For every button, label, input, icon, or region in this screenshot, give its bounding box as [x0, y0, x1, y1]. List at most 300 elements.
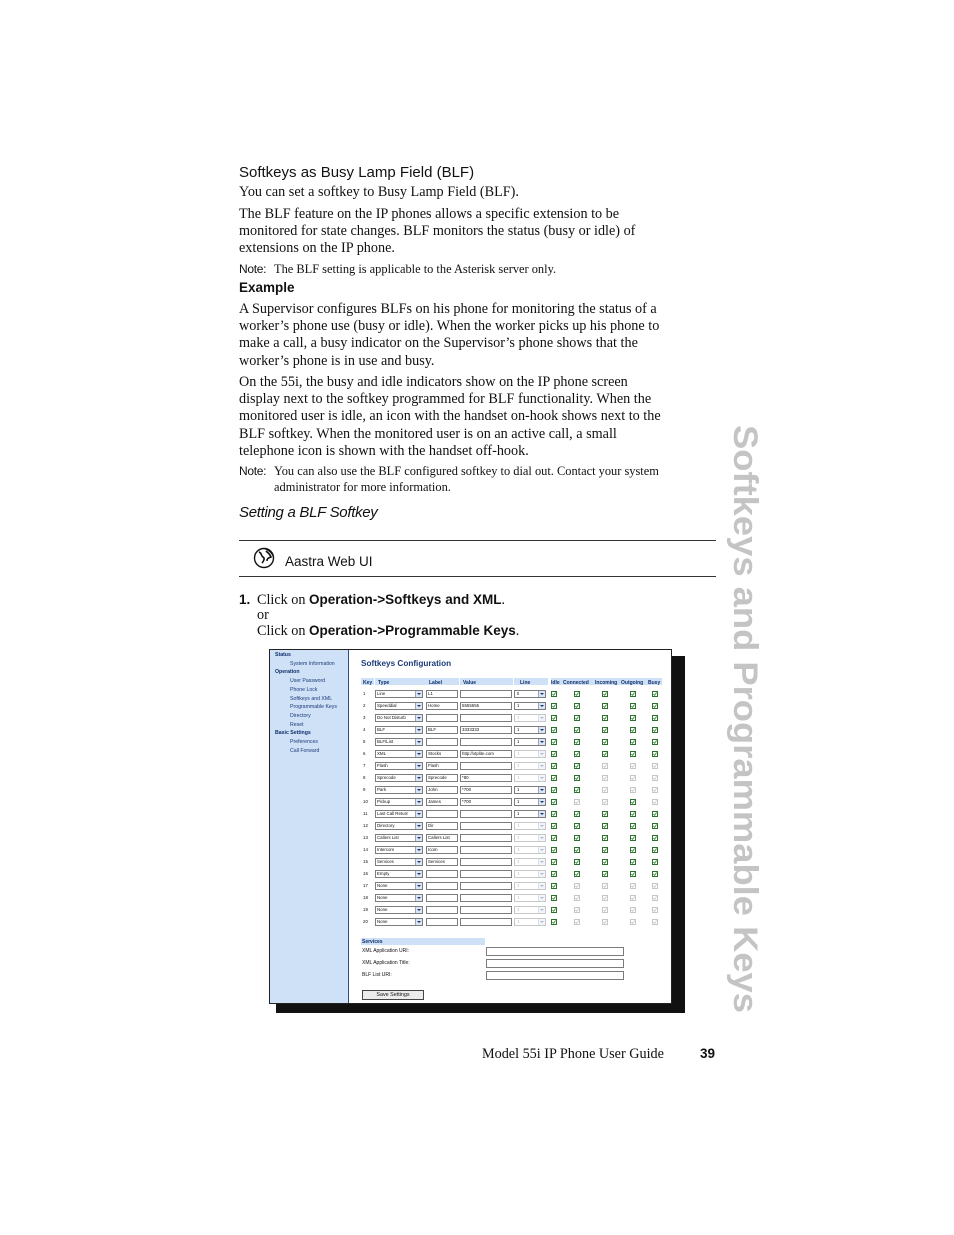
label-field[interactable]	[426, 738, 458, 746]
text-line: On the 55i, the busy and idle indicators show on the IP phone screen	[239, 374, 628, 390]
state-checkbox[interactable]	[652, 907, 658, 913]
type-select[interactable]	[375, 690, 423, 698]
state-checkbox[interactable]	[574, 823, 580, 829]
label-field[interactable]	[426, 690, 458, 698]
select-value: None	[377, 919, 388, 924]
state-checkbox[interactable]	[652, 727, 658, 733]
label-field[interactable]	[426, 714, 458, 722]
line-select[interactable]	[514, 738, 546, 746]
text-line: telephone icon is shown with the handset off-hook.	[239, 442, 529, 459]
chevron-down-icon	[415, 835, 422, 841]
state-checkbox[interactable]	[652, 763, 658, 769]
field-value: Icom	[428, 847, 438, 852]
text-line: BLF softkey. When the monitored user is on an active call, a small	[239, 425, 617, 442]
select-value: 1	[517, 907, 520, 912]
type-select[interactable]	[375, 774, 423, 782]
line-select[interactable]	[514, 906, 546, 914]
state-checkbox[interactable]	[574, 895, 580, 901]
line-select[interactable]	[514, 714, 546, 722]
state-checkbox[interactable]	[602, 859, 608, 865]
row-key: 17	[363, 883, 368, 888]
state-checkbox[interactable]	[630, 847, 636, 853]
services-field-label: BLF List URI:	[362, 972, 392, 978]
nav-link[interactable]: Preferences	[290, 739, 318, 745]
type-select[interactable]	[375, 762, 423, 770]
chevron-down-icon	[538, 859, 545, 865]
field-value: Stocks	[428, 751, 442, 756]
state-checkbox[interactable]	[574, 871, 580, 877]
text-line: You can also use the BLF configured softkey to dial out. Contact your system	[274, 464, 659, 478]
select-value: Park	[377, 787, 387, 792]
nav-link[interactable]: System Information	[290, 660, 335, 667]
chevron-down-icon	[415, 799, 422, 805]
column-header: Connected	[563, 680, 589, 686]
chevron-down-icon	[538, 895, 545, 901]
type-select[interactable]	[375, 750, 423, 758]
line-select[interactable]	[514, 726, 546, 734]
nav-link[interactable]: Reset	[290, 721, 304, 728]
state-checkbox[interactable]	[602, 919, 608, 925]
line-select[interactable]	[514, 750, 546, 758]
value-field[interactable]	[460, 882, 512, 890]
row-key: 19	[363, 907, 368, 912]
services-field-label: XML Application URI:	[362, 948, 410, 954]
type-select[interactable]	[375, 834, 423, 842]
row-key: 6	[363, 751, 366, 756]
type-select[interactable]	[375, 918, 423, 926]
type-select[interactable]	[375, 786, 423, 794]
state-checkbox[interactable]	[551, 823, 557, 829]
row-key: 15	[363, 859, 368, 864]
line-select[interactable]	[514, 786, 546, 794]
state-checkbox[interactable]	[551, 835, 557, 841]
label-field[interactable]	[426, 762, 458, 770]
chevron-down-icon	[538, 691, 545, 697]
column-header: Idle	[551, 680, 560, 686]
state-checkbox[interactable]	[551, 895, 557, 901]
state-checkbox[interactable]	[652, 835, 658, 841]
chevron-down-icon	[415, 811, 422, 817]
row-key: 5	[363, 739, 366, 744]
row-key: 14	[363, 847, 368, 852]
softkeys-config-title: Softkeys Configuration	[361, 659, 452, 668]
state-checkbox[interactable]	[652, 847, 658, 853]
state-checkbox[interactable]	[630, 775, 636, 781]
select-value: None	[377, 883, 388, 888]
state-checkbox[interactable]	[602, 835, 608, 841]
text-line: worker’s phone is in use and busy.	[239, 352, 435, 369]
state-checkbox[interactable]	[574, 835, 580, 841]
chevron-down-icon	[415, 715, 422, 721]
value-field[interactable]	[460, 738, 512, 746]
line-select[interactable]	[514, 762, 546, 770]
label-field[interactable]	[426, 846, 458, 854]
label-field[interactable]	[426, 858, 458, 866]
state-checkbox[interactable]	[602, 847, 608, 853]
row-key: 1	[363, 691, 366, 696]
state-checkbox[interactable]	[630, 799, 636, 805]
state-checkbox[interactable]	[551, 811, 557, 817]
type-select[interactable]	[375, 798, 423, 806]
row-key: 10	[363, 799, 368, 804]
nav-section: Status	[275, 652, 291, 658]
state-checkbox[interactable]	[652, 751, 658, 757]
web-ui-label: Aastra Web UI	[285, 554, 373, 569]
step-instruction-1: Click on Operation->Softkeys and XML.	[257, 592, 505, 608]
value-field[interactable]	[460, 894, 512, 902]
line-select[interactable]	[514, 834, 546, 842]
select-value: None	[377, 895, 388, 900]
chevron-down-icon	[415, 727, 422, 733]
state-checkbox[interactable]	[551, 799, 557, 805]
type-select[interactable]	[375, 822, 423, 830]
value-field[interactable]	[460, 798, 512, 806]
services-field-input[interactable]	[486, 959, 624, 968]
value-field[interactable]	[460, 918, 512, 926]
chevron-down-icon	[538, 715, 545, 721]
type-select[interactable]	[375, 882, 423, 890]
state-checkbox[interactable]	[574, 919, 580, 925]
label-field[interactable]	[426, 810, 458, 818]
state-checkbox[interactable]	[551, 907, 557, 913]
state-checkbox[interactable]	[602, 703, 608, 709]
state-checkbox[interactable]	[574, 859, 580, 865]
line-select[interactable]	[514, 858, 546, 866]
state-checkbox[interactable]	[630, 691, 636, 697]
web-ui-nav	[270, 650, 349, 1003]
state-checkbox[interactable]	[652, 823, 658, 829]
chevron-down-icon	[415, 859, 422, 865]
label-field[interactable]	[426, 702, 458, 710]
state-checkbox[interactable]	[551, 859, 557, 865]
field-value: BLF	[428, 727, 437, 732]
chevron-down-icon	[415, 919, 422, 925]
services-field-input[interactable]	[486, 971, 624, 980]
state-checkbox[interactable]	[574, 703, 580, 709]
select-value: Empty	[377, 871, 390, 876]
state-checkbox[interactable]	[602, 871, 608, 877]
value-field[interactable]	[460, 870, 512, 878]
value-field[interactable]	[460, 786, 512, 794]
state-checkbox[interactable]	[652, 775, 658, 781]
state-checkbox[interactable]	[551, 787, 557, 793]
state-checkbox[interactable]	[652, 739, 658, 745]
line-select[interactable]	[514, 810, 546, 818]
chevron-down-icon	[538, 811, 545, 817]
text-line: The BLF feature on the IP phones allows a specific extension to be	[239, 206, 620, 222]
state-checkbox[interactable]	[630, 919, 636, 925]
label-field[interactable]	[426, 750, 458, 758]
select-value: 1	[517, 763, 520, 768]
text-line: extensions on the IP phone.	[239, 240, 395, 257]
state-checkbox[interactable]	[602, 775, 608, 781]
state-checkbox[interactable]	[551, 919, 557, 925]
state-checkbox[interactable]	[602, 907, 608, 913]
chevron-down-icon	[538, 787, 545, 793]
row-key: 9	[363, 787, 366, 792]
row-key: 16	[363, 871, 368, 876]
type-select[interactable]	[375, 858, 423, 866]
line-select[interactable]	[514, 846, 546, 854]
select-value: Flash	[377, 763, 388, 768]
state-checkbox[interactable]	[574, 811, 580, 817]
state-checkbox[interactable]	[630, 895, 636, 901]
svg-text:Softkeys and Programmable Keys: Softkeys and Programmable Keys	[726, 425, 764, 975]
select-value: 1	[517, 835, 520, 840]
type-select[interactable]	[375, 906, 423, 914]
label-field[interactable]	[426, 726, 458, 734]
select-value: BLF/List	[377, 739, 394, 744]
select-value: 1	[517, 919, 520, 924]
field-value: Flash	[428, 763, 439, 768]
state-checkbox[interactable]	[551, 763, 557, 769]
note-1	[239, 262, 719, 278]
state-checkbox[interactable]	[551, 715, 557, 721]
label-field[interactable]	[426, 894, 458, 902]
value-field[interactable]	[460, 810, 512, 818]
state-checkbox[interactable]	[652, 811, 658, 817]
select-value: 1	[517, 703, 520, 708]
state-checkbox[interactable]	[551, 703, 557, 709]
select-value: Do Not Disturb	[377, 715, 406, 720]
state-checkbox[interactable]	[551, 775, 557, 781]
state-checkbox[interactable]	[630, 835, 636, 841]
select-value: 1	[517, 715, 520, 720]
select-value: 1	[517, 847, 520, 852]
state-checkbox[interactable]	[551, 883, 557, 889]
services-field-label: XML Application Title:	[362, 960, 410, 966]
value-field[interactable]	[460, 726, 512, 734]
select-value: Speeddial	[377, 703, 397, 708]
field-value: John	[428, 787, 438, 792]
chevron-down-icon	[415, 751, 422, 757]
text-line: display next to the softkey programmed for BLF functionality. When the	[239, 391, 652, 408]
state-checkbox[interactable]	[574, 787, 580, 793]
state-checkbox[interactable]	[574, 727, 580, 733]
web-ui-screenshot	[269, 649, 672, 1004]
type-select[interactable]	[375, 870, 423, 878]
state-checkbox[interactable]	[551, 871, 557, 877]
type-select[interactable]	[375, 714, 423, 722]
state-checkbox[interactable]	[630, 787, 636, 793]
type-select[interactable]	[375, 894, 423, 902]
line-select[interactable]	[514, 918, 546, 926]
value-field[interactable]	[460, 762, 512, 770]
type-select[interactable]	[375, 810, 423, 818]
state-checkbox[interactable]	[630, 811, 636, 817]
services-field-input[interactable]	[486, 947, 624, 956]
nav-link[interactable]: User Password	[290, 678, 326, 685]
field-value: *700	[462, 799, 472, 804]
state-checkbox[interactable]	[551, 727, 557, 733]
state-checkbox[interactable]	[574, 775, 580, 781]
state-checkbox[interactable]	[602, 799, 608, 805]
line-select[interactable]	[514, 870, 546, 878]
state-checkbox[interactable]	[551, 739, 557, 745]
state-checkbox[interactable]	[574, 715, 580, 721]
select-value: 1	[517, 787, 520, 792]
state-checkbox[interactable]	[652, 787, 658, 793]
label-field[interactable]	[426, 834, 458, 842]
field-value: Home	[428, 703, 440, 708]
select-value: Services	[377, 859, 394, 864]
chevron-down-icon	[415, 775, 422, 781]
line-select[interactable]	[514, 894, 546, 902]
state-checkbox[interactable]	[630, 703, 636, 709]
state-checkbox[interactable]	[652, 703, 658, 709]
label-field[interactable]	[426, 822, 458, 830]
example-heading: Example	[239, 280, 295, 295]
line-select[interactable]	[514, 702, 546, 710]
select-value: 1	[517, 775, 520, 780]
state-checkbox[interactable]	[574, 763, 580, 769]
state-checkbox[interactable]	[551, 751, 557, 757]
state-checkbox[interactable]	[652, 859, 658, 865]
state-checkbox[interactable]	[602, 823, 608, 829]
value-field[interactable]	[460, 690, 512, 698]
type-select[interactable]	[375, 846, 423, 854]
state-checkbox[interactable]	[551, 691, 557, 697]
column-header: Line	[520, 680, 531, 686]
state-checkbox[interactable]	[574, 691, 580, 697]
state-checkbox[interactable]	[602, 715, 608, 721]
state-checkbox[interactable]	[652, 919, 658, 925]
state-checkbox[interactable]	[574, 907, 580, 913]
label-field[interactable]	[426, 774, 458, 782]
label-field[interactable]	[426, 798, 458, 806]
state-checkbox[interactable]	[574, 799, 580, 805]
chevron-down-icon	[538, 799, 545, 805]
type-select[interactable]	[375, 726, 423, 734]
page-number: 39	[700, 1046, 716, 1061]
value-field[interactable]	[460, 906, 512, 914]
state-checkbox[interactable]	[630, 907, 636, 913]
state-checkbox[interactable]	[652, 883, 658, 889]
chevron-down-icon	[415, 895, 422, 901]
text-line: worker’s phone use (busy or idle). When the worker picks up his phone to	[239, 318, 660, 335]
state-checkbox[interactable]	[630, 715, 636, 721]
chevron-down-icon	[538, 835, 545, 841]
state-checkbox[interactable]	[574, 883, 580, 889]
state-checkbox[interactable]	[652, 799, 658, 805]
line-select[interactable]	[514, 690, 546, 698]
line-select[interactable]	[514, 774, 546, 782]
state-checkbox[interactable]	[574, 751, 580, 757]
row-key: 8	[363, 775, 366, 780]
state-checkbox[interactable]	[602, 751, 608, 757]
chevron-down-icon	[415, 763, 422, 769]
web-ui-banner	[239, 540, 716, 577]
value-field[interactable]	[460, 702, 512, 710]
state-checkbox[interactable]	[602, 727, 608, 733]
chevron-down-icon	[538, 883, 545, 889]
value-field[interactable]	[460, 774, 512, 782]
state-checkbox[interactable]	[630, 871, 636, 877]
services-title: Services	[362, 939, 383, 945]
label-field[interactable]	[426, 906, 458, 914]
state-checkbox[interactable]	[602, 691, 608, 697]
chevron-down-icon	[415, 883, 422, 889]
state-checkbox[interactable]	[652, 715, 658, 721]
state-checkbox[interactable]	[652, 691, 658, 697]
note-label: Note:	[239, 464, 267, 478]
footer-title: Model 55i IP Phone User Guide	[482, 1046, 664, 1062]
row-key: 20	[363, 919, 368, 924]
line-select[interactable]	[514, 882, 546, 890]
select-value: 1	[517, 751, 520, 756]
state-checkbox[interactable]	[574, 739, 580, 745]
state-checkbox[interactable]	[630, 823, 636, 829]
state-checkbox[interactable]	[630, 739, 636, 745]
line-select[interactable]	[514, 798, 546, 806]
label-field[interactable]	[426, 918, 458, 926]
column-header: Key	[363, 680, 373, 686]
state-checkbox[interactable]	[630, 883, 636, 889]
state-checkbox[interactable]	[602, 883, 608, 889]
column-header: Value	[463, 680, 477, 686]
column-header: Busy	[648, 680, 661, 686]
select-value: 1	[517, 895, 520, 900]
select-value: 5	[517, 691, 520, 696]
type-select[interactable]	[375, 738, 423, 746]
state-checkbox[interactable]	[652, 895, 658, 901]
note-2	[239, 464, 719, 494]
save-settings-button[interactable]: Save Settings	[362, 990, 424, 1000]
field-value: Sprecode	[428, 775, 447, 780]
row-key: 7	[363, 763, 366, 768]
label-field[interactable]	[426, 870, 458, 878]
state-checkbox[interactable]	[652, 871, 658, 877]
chevron-down-icon	[538, 775, 545, 781]
type-select[interactable]	[375, 702, 423, 710]
state-checkbox[interactable]	[602, 895, 608, 901]
select-value: Callers List	[377, 835, 399, 840]
state-checkbox[interactable]	[630, 751, 636, 757]
column-header: Label	[429, 680, 443, 686]
select-value: 1	[517, 727, 520, 732]
state-checkbox[interactable]	[630, 727, 636, 733]
value-field[interactable]	[460, 714, 512, 722]
note-label: Note:	[239, 262, 267, 276]
nav-link[interactable]: Call Forward	[290, 747, 320, 754]
state-checkbox[interactable]	[602, 787, 608, 793]
intro-text: You can set a softkey to Busy Lamp Field (BLF).	[239, 184, 519, 200]
label-field[interactable]	[426, 882, 458, 890]
value-field[interactable]	[460, 858, 512, 866]
value-field[interactable]	[460, 750, 512, 758]
select-value: Directory	[377, 823, 395, 828]
state-checkbox[interactable]	[602, 739, 608, 745]
nav-link[interactable]: Phone Lock	[290, 686, 318, 693]
state-checkbox[interactable]	[574, 847, 580, 853]
line-select[interactable]	[514, 822, 546, 830]
field-value: *80	[462, 775, 469, 780]
value-field[interactable]	[460, 834, 512, 842]
step-number: 1.	[239, 592, 251, 607]
state-checkbox[interactable]	[602, 811, 608, 817]
value-field[interactable]	[460, 822, 512, 830]
label-field[interactable]	[426, 786, 458, 794]
nav-link[interactable]: Directory	[290, 712, 311, 719]
nav-link[interactable]: Programmable Keys	[290, 704, 337, 711]
state-checkbox[interactable]	[551, 847, 557, 853]
state-checkbox[interactable]	[630, 763, 636, 769]
state-checkbox[interactable]	[630, 859, 636, 865]
nav-link[interactable]: Softkeys and XML	[290, 695, 333, 702]
field-value: http://xtplite.com	[462, 751, 494, 756]
state-checkbox[interactable]	[602, 763, 608, 769]
value-field[interactable]	[460, 846, 512, 854]
